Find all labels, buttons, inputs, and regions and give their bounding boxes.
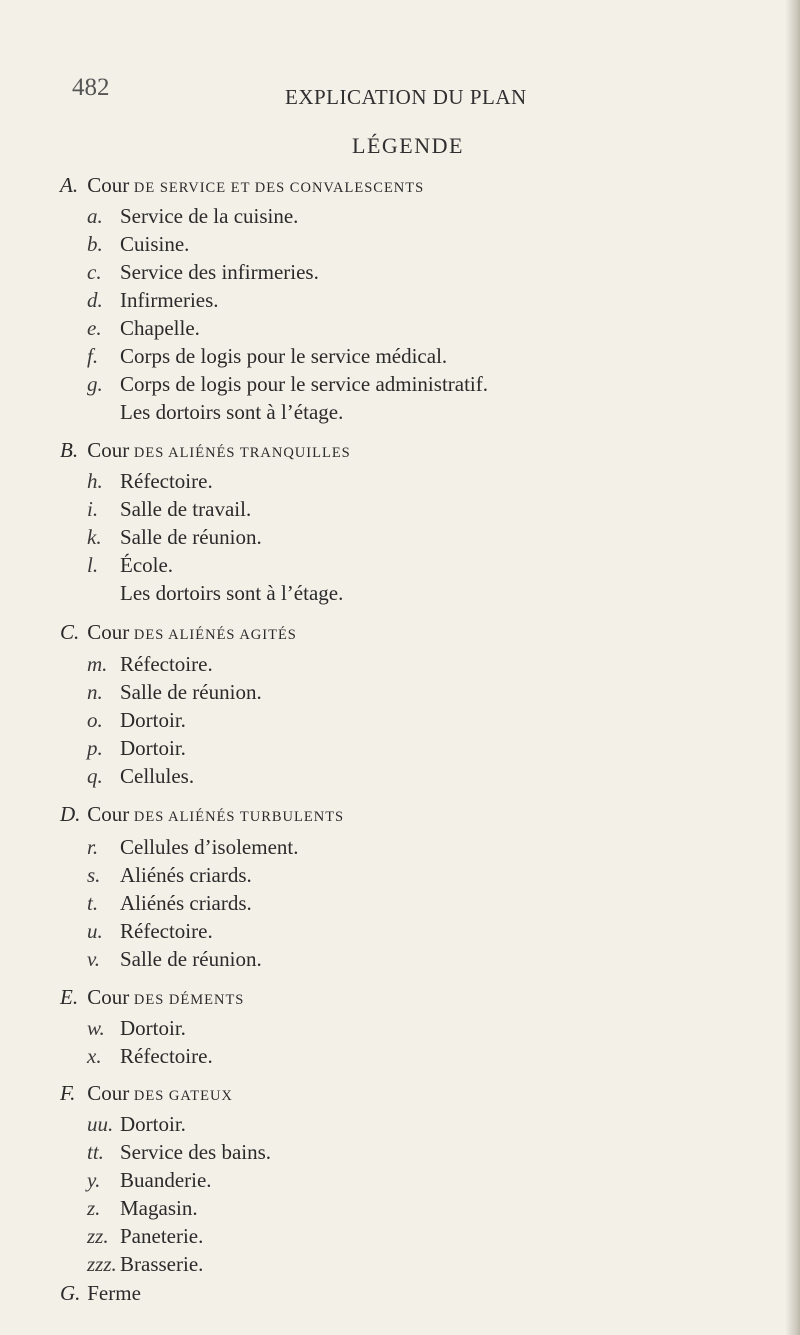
section-subtitle: DES ALIÉNÉS AGITÉS xyxy=(129,627,297,643)
legend-title: LÉGENDE xyxy=(352,133,464,158)
item-key: c. xyxy=(87,260,102,284)
item-text: Infirmeries. xyxy=(120,288,219,312)
item-text: Cellules. xyxy=(120,764,195,788)
section-title: Cour xyxy=(87,802,130,826)
item-text: Dortoir. xyxy=(120,1112,186,1136)
section-letter: D. xyxy=(60,802,81,826)
section-letter: C. xyxy=(60,620,80,644)
page-edge-shadow xyxy=(786,0,800,1335)
item-key: v. xyxy=(87,947,101,971)
item-key: b. xyxy=(87,232,103,256)
section-heading-a xyxy=(60,173,424,198)
legend-item xyxy=(87,1196,198,1221)
item-key: z. xyxy=(87,1196,101,1220)
section-heading-f xyxy=(60,1081,233,1106)
legend-item xyxy=(87,260,319,285)
item-key: r. xyxy=(87,835,99,859)
item-text: Réfectoire. xyxy=(120,652,213,676)
legend-item xyxy=(87,919,213,944)
item-key: zzz. xyxy=(87,1252,117,1276)
legend-item xyxy=(87,232,189,257)
item-key: k. xyxy=(87,525,102,549)
legend-item xyxy=(87,1112,186,1137)
item-text: Salle de réunion. xyxy=(120,680,262,704)
section-subtitle: DES GATEUX xyxy=(129,1088,233,1104)
section-letter: F. xyxy=(60,1081,76,1105)
legend-item xyxy=(87,497,251,522)
item-key: a. xyxy=(87,204,103,228)
section-title: Cour xyxy=(87,620,130,644)
item-text: Buanderie. xyxy=(120,1168,212,1192)
item-key: l. xyxy=(87,553,99,577)
item-text: Aliénés criards. xyxy=(120,891,252,915)
legend-item xyxy=(87,204,298,229)
item-key: y. xyxy=(87,1168,101,1192)
item-text: Brasserie. xyxy=(120,1252,204,1276)
item-key: d. xyxy=(87,288,103,312)
item-key: u. xyxy=(87,919,103,943)
legend-item xyxy=(87,863,252,888)
item-text: Service des infirmeries. xyxy=(120,260,319,284)
legend-item xyxy=(87,835,298,860)
legend-item xyxy=(87,1168,212,1193)
item-text: Corps de logis pour le service administratif. xyxy=(120,372,489,396)
section-title: Cour xyxy=(87,1081,130,1105)
item-text: Paneterie. xyxy=(120,1224,204,1248)
page-number: 482 xyxy=(72,74,110,101)
section-letter: A. xyxy=(60,173,79,197)
section-letter: G. xyxy=(60,1281,81,1305)
section-heading-g xyxy=(60,1281,141,1306)
section-note: Les dortoirs sont à l’étage. xyxy=(120,581,344,605)
section-subtitle: DE SERVICE ET DES CONVALESCENTS xyxy=(129,180,425,196)
legend-item xyxy=(87,1224,203,1249)
section-title: Cour xyxy=(87,985,130,1009)
item-key: t. xyxy=(87,891,99,915)
legend-item xyxy=(87,1140,271,1165)
section-title: Ferme xyxy=(87,1281,141,1305)
item-key: s. xyxy=(87,863,101,887)
section-heading-d xyxy=(60,802,344,827)
item-text: Cuisine. xyxy=(120,232,190,256)
running-head: EXPLICATION DU PLAN xyxy=(285,85,527,109)
section-title: Cour xyxy=(87,173,130,197)
section-heading-e xyxy=(60,985,244,1010)
item-key: w. xyxy=(87,1016,105,1040)
legend-item xyxy=(87,764,194,789)
item-key: q. xyxy=(87,764,103,788)
legend-item xyxy=(87,680,262,705)
item-key: i. xyxy=(87,497,99,521)
item-key: tt. xyxy=(87,1140,104,1164)
section-subtitle: DES ALIÉNÉS TURBULENTS xyxy=(129,809,345,825)
item-text: Corps de logis pour le service médical. xyxy=(120,344,448,368)
item-text: Dortoir. xyxy=(120,708,186,732)
item-key: e. xyxy=(87,316,102,340)
item-text: Réfectoire. xyxy=(120,919,213,943)
item-text: Chapelle. xyxy=(120,316,200,340)
section-heading-c xyxy=(60,620,297,645)
legend-item xyxy=(87,469,213,494)
item-key: f. xyxy=(87,344,99,368)
item-text: Réfectoire. xyxy=(120,469,213,493)
section-subtitle: DES ALIÉNÉS TRANQUILLES xyxy=(129,445,351,461)
item-key: g. xyxy=(87,372,103,396)
item-key: o. xyxy=(87,708,103,732)
item-text: Magasin. xyxy=(120,1196,198,1220)
item-text: Aliénés criards. xyxy=(120,863,252,887)
legend-item xyxy=(87,1016,186,1041)
legend-item xyxy=(87,736,186,761)
legend-item xyxy=(87,288,219,313)
item-text: Dortoir. xyxy=(120,1016,186,1040)
legend-item xyxy=(87,344,447,369)
item-text: Salle de travail. xyxy=(120,497,252,521)
item-key: uu. xyxy=(87,1112,114,1136)
section-note: Les dortoirs sont à l’étage. xyxy=(120,400,344,424)
legend-item xyxy=(87,553,173,578)
legend-item xyxy=(87,372,488,397)
item-text: Service des bains. xyxy=(120,1140,272,1164)
legend-item xyxy=(87,1044,213,1069)
item-text: École. xyxy=(120,553,174,577)
legend-item xyxy=(87,316,200,341)
legend-item xyxy=(87,891,252,916)
section-heading-b xyxy=(60,438,351,463)
legend-item xyxy=(87,1252,203,1277)
item-key: n. xyxy=(87,680,103,704)
item-text: Cellules d’isolement. xyxy=(120,835,299,859)
item-key: p. xyxy=(87,736,103,760)
item-text: Salle de réunion. xyxy=(120,947,262,971)
item-key: zz. xyxy=(87,1224,109,1248)
item-text: Salle de réunion. xyxy=(120,525,262,549)
item-key: x. xyxy=(87,1044,102,1068)
section-title: Cour xyxy=(87,438,130,462)
legend-item xyxy=(87,525,262,550)
legend-item xyxy=(87,947,262,972)
item-text: Dortoir. xyxy=(120,736,186,760)
item-text: Réfectoire. xyxy=(120,1044,213,1068)
item-text: Service de la cuisine. xyxy=(120,204,299,228)
legend-item xyxy=(87,708,186,733)
section-subtitle: DES DÉMENTS xyxy=(129,992,245,1008)
item-key: m. xyxy=(87,652,108,676)
legend-item xyxy=(87,652,213,677)
item-key: h. xyxy=(87,469,103,493)
section-letter: E. xyxy=(60,985,79,1009)
section-letter: B. xyxy=(60,438,79,462)
